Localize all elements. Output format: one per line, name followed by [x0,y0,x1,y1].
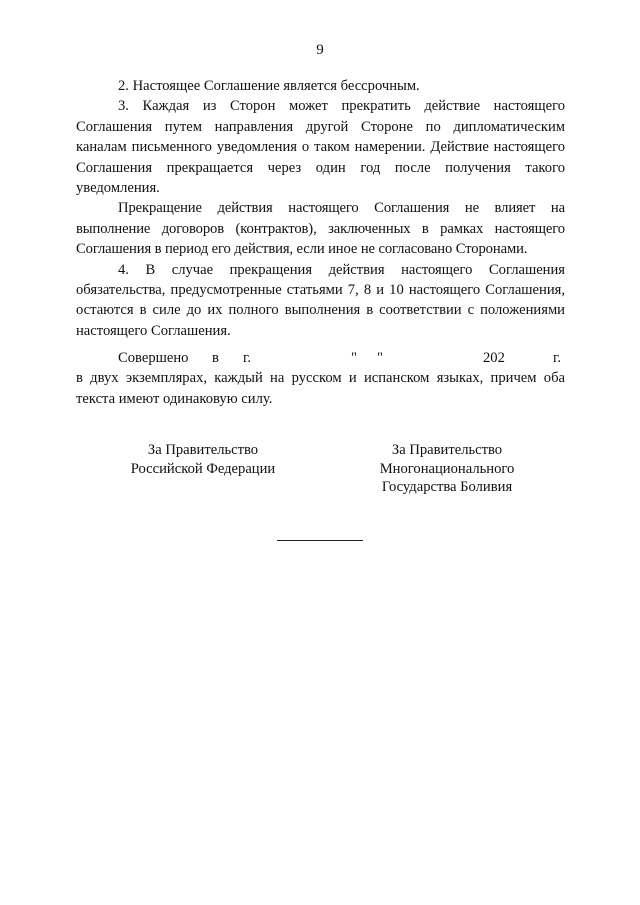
signature-bolivia-line-1: За Правительство [391,442,503,458]
agreement-body [76,76,565,341]
end-of-document-rule [277,540,363,541]
paragraph-termination-notice: 3. Каждая из Сторон может прекратить действие настоящего Соглашения путем направления другой Стороне по дипломатическим каналам письменного уведомления о таком намерении. Действие настоящего Соглашения прекращается через один год после получения такого уведомления. [76,98,565,197]
city-abbreviation: г. [243,350,251,366]
date-quote-open: " [351,350,357,366]
signature-bolivia-line-3: Государства Боливия [381,479,513,496]
paragraph-termination-effect: Прекращение действия настоящего Соглашения не влияет на выполнение договоров (контрактов), заключенных в рамках настоящего Соглашения в период его действия, если иное не согласовано Сторонами. [76,200,565,258]
signature-bolivia-line-2: Многонационального [379,460,515,477]
done-at-clause [76,348,565,409]
signature-russia-line-1: За Правительство [147,442,259,458]
year-field: 202 [483,350,505,366]
signature-block-russia [96,441,310,478]
done-at-line [76,348,565,368]
page-number: 9 [316,42,324,58]
in-word: в [212,350,219,366]
done-word: Совершено [118,350,189,366]
signature-block-bolivia [342,441,552,497]
paragraph-term: 2. Настоящее Соглашение является бессрочным. [118,78,420,94]
year-abbreviation: г. [553,350,561,366]
signature-russia-line-2: Российской Федерации [130,460,276,477]
paragraph-surviving-obligations: 4. В случае прекращения действия настоящего Соглашения обязательства, предусмотренные статьями 7, 8 и 10 настоящего Соглашения, остаются в силе до их полного выполнения в соответствии с положениями настоящего Соглашения. [76,261,565,339]
copies-statement: в двух экземплярах, каждый на русском и испанском языках, причем оба текста имеют одинаковую силу. [76,370,565,407]
date-quote-close: " [377,350,383,366]
